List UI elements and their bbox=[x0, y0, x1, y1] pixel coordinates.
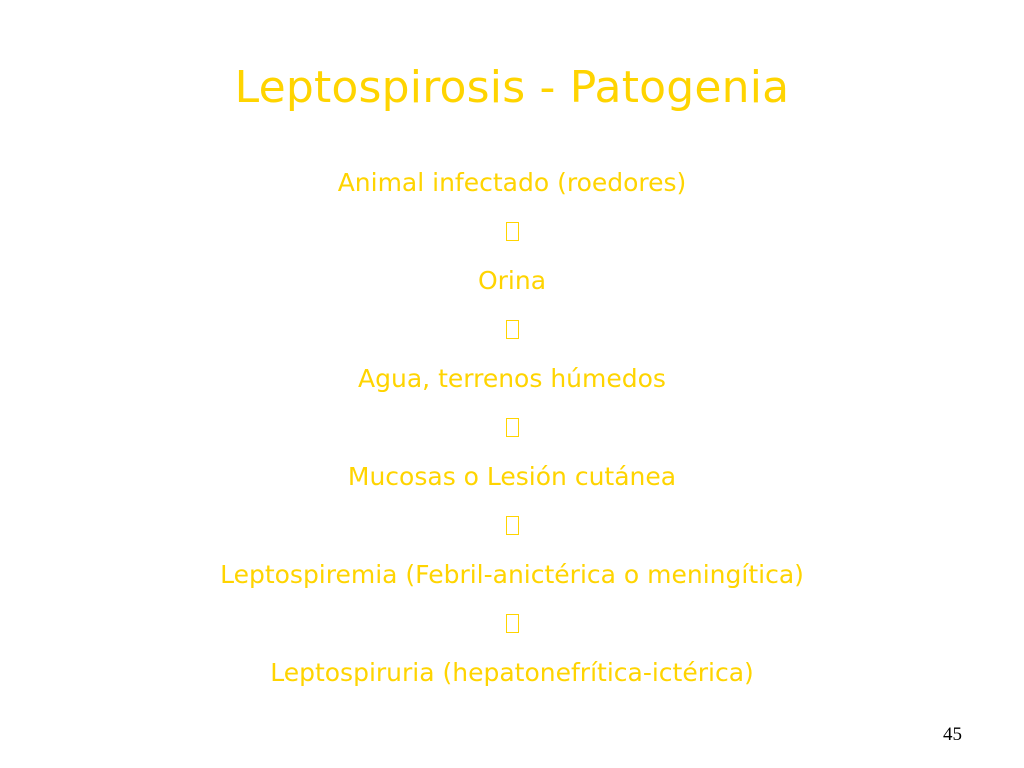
pathogenesis-flow bbox=[0, 158, 1024, 697]
flow-step: Leptospiremia (Febril-anictérica o meningítica) bbox=[220, 560, 804, 589]
flow-arrow bbox=[0, 305, 1024, 354]
flow-arrow bbox=[0, 403, 1024, 452]
missing-glyph-icon bbox=[506, 418, 519, 437]
flow-step: Orina bbox=[477, 266, 547, 295]
missing-glyph-icon bbox=[506, 320, 519, 339]
flow-step: Leptospiruria (hepatonefrítica-ictérica) bbox=[270, 658, 754, 687]
flow-arrow bbox=[0, 599, 1024, 648]
flow-step: Mucosas o Lesión cutánea bbox=[347, 462, 677, 491]
slide-title: Leptospirosis - Patogenia bbox=[234, 62, 790, 113]
flow-arrow bbox=[0, 207, 1024, 256]
page-number: 45 bbox=[943, 724, 962, 745]
missing-glyph-icon bbox=[506, 222, 519, 241]
flow-step: Agua, terrenos húmedos bbox=[358, 364, 666, 393]
missing-glyph-icon bbox=[506, 614, 519, 633]
missing-glyph-icon bbox=[506, 516, 519, 535]
flow-step: Animal infectado (roedores) bbox=[337, 168, 687, 197]
flow-arrow bbox=[0, 501, 1024, 550]
